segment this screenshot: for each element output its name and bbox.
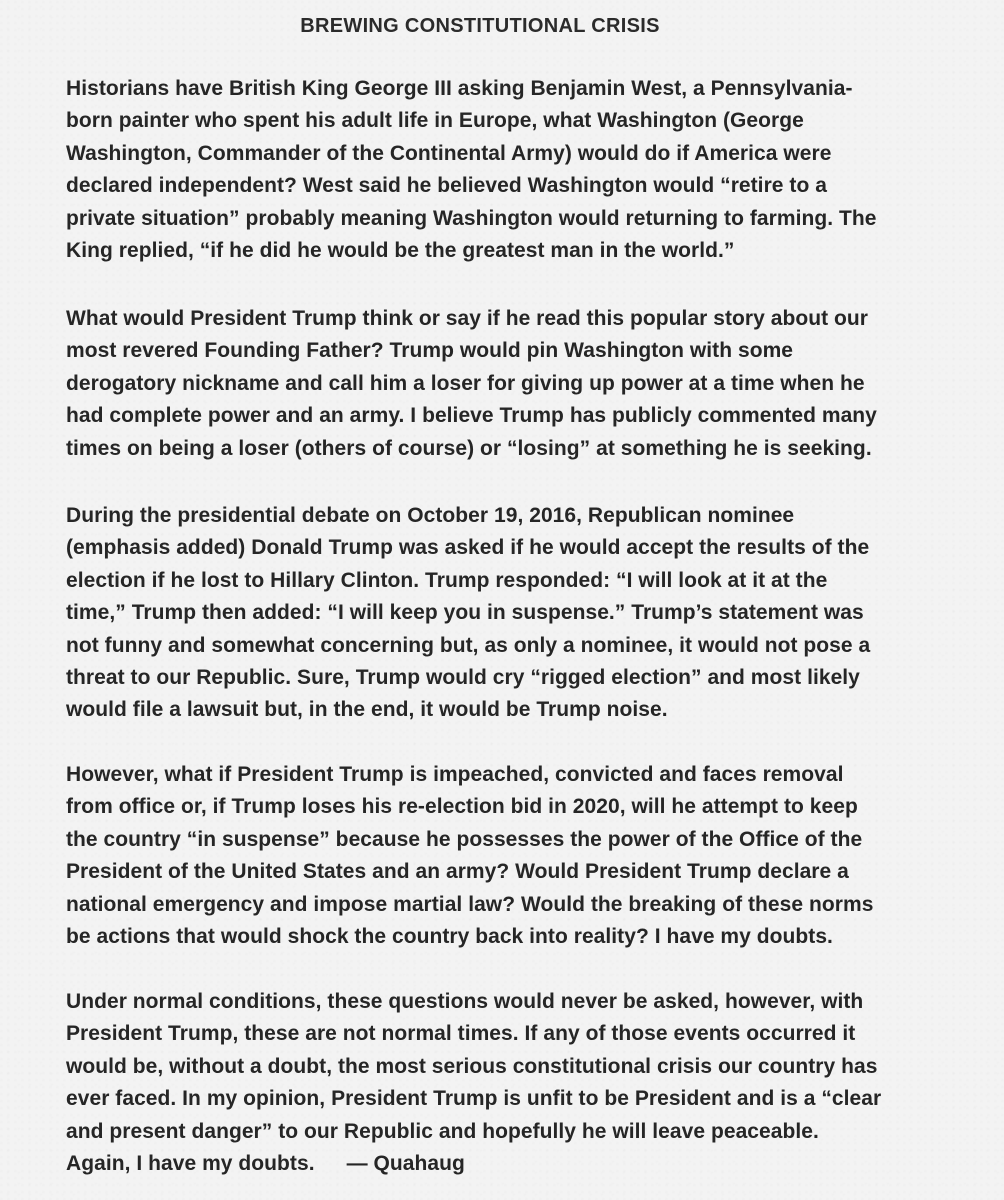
text-line: most revered Founding Father? Trump would pin Washington with some <box>66 339 794 363</box>
text-line: election if he lost to Hillary Clinton. Trump responded: “I will look at it at the <box>66 568 828 592</box>
text-line: Historians have British King George III asking Benjamin West, a Pennsylvania- <box>66 77 853 100</box>
paragraph-3 <box>66 500 936 727</box>
text-line: and present danger” to our Republic and hopefully he will leave peaceable. <box>66 1119 819 1143</box>
text-line: What would President Trump think or say if he read this popular story about our <box>66 307 869 330</box>
text-line: would be, without a doubt, the most serious constitutional crisis our country has <box>66 1054 878 1078</box>
text-line: had complete power and an army. I believe Trump has publicly commented many <box>66 404 877 428</box>
text-line: born painter who spent his adult life in Europe, what Washington (George <box>66 109 804 133</box>
paragraph-2 <box>66 303 936 465</box>
text-line: King replied, “if he did he would be the greatest man in the world.” <box>66 239 735 263</box>
text-line: (emphasis added) Donald Trump was asked if he would accept the results of the <box>66 536 870 560</box>
text-line: Under normal conditions, these questions would never be asked, however, with <box>66 990 864 1013</box>
paragraph-4 <box>66 759 936 953</box>
text-line: ever faced. In my opinion, President Trump is unfit to be President and is a “clear <box>66 1087 882 1111</box>
text-line-last <box>66 1148 936 1180</box>
author-signature: — Quahaug <box>346 1152 465 1176</box>
text-line-content: Again, I have my doubts. <box>66 1152 315 1176</box>
text-line: derogatory nickname and call him a loser for giving up power at a time when he <box>66 371 865 395</box>
text-line: President Trump, these are not normal times. If any of those events occurred it <box>66 1022 856 1046</box>
document-title: BREWING CONSTITUTIONAL CRISIS <box>300 15 660 37</box>
text-line: President of the United States and an army? Would President Trump declare a <box>66 860 849 884</box>
text-line: from office or, if Trump loses his re-election bid in 2020, will he attempt to keep <box>66 795 858 819</box>
text-line: time,” Trump then added: “I will keep you in suspense.” Trump’s statement was <box>66 601 864 625</box>
text-line: private situation” probably meaning Washington would returning to farming. The <box>66 206 877 230</box>
text-line: declared independent? West said he believed Washington would “retire to a <box>66 174 827 198</box>
text-line: would file a lawsuit but, in the end, it would be Trump noise. <box>66 698 668 722</box>
text-line: However, what if President Trump is impeached, convicted and faces removal <box>66 763 844 786</box>
text-line: times on being a loser (others of course) or “losing” at something he is seeking. <box>66 436 872 460</box>
paragraph-1 <box>66 73 936 267</box>
text-line: threat to our Republic. Sure, Trump would cry “rigged election” and most likely <box>66 666 860 690</box>
text-line: During the presidential debate on October 19, 2016, Republican nominee <box>66 504 795 527</box>
text-line: be actions that would shock the country back into reality? I have my doubts. <box>66 925 833 949</box>
text-line: Washington, Commander of the Continental Army) would do if America were <box>66 141 832 165</box>
text-line: the country “in suspense” because he possesses the power of the Office of the <box>66 827 863 851</box>
text-line: national emergency and impose martial law? Would the breaking of these norms <box>66 892 874 916</box>
text-line: not funny and somewhat concerning but, as only a nominee, it would not pose a <box>66 633 871 657</box>
paragraph-5 <box>66 986 936 1180</box>
